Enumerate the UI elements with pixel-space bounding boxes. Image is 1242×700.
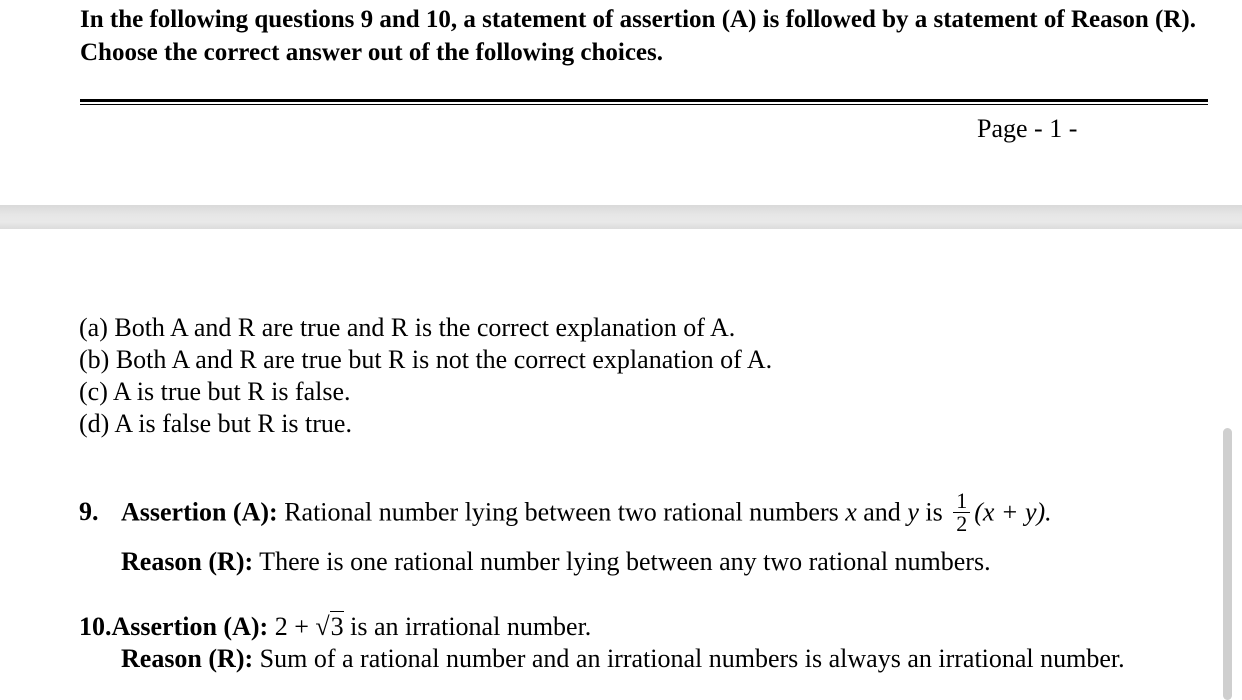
double-rule-thin [80, 104, 1208, 105]
fraction-denominator: 2 [956, 511, 968, 536]
conjunction: and [856, 497, 908, 527]
reason-label: Reason (R): [121, 644, 254, 673]
page-one [0, 0, 1242, 205]
variable-x: x [845, 497, 857, 527]
expression-x-plus-y: (x + y). [974, 497, 1052, 527]
answer-choices [79, 312, 772, 440]
fraction-numerator: 1 [953, 490, 970, 513]
choice-d: (d) A is false but R is true. [79, 409, 352, 438]
fraction-one-half [953, 490, 970, 535]
assertion-text-post: is an irrational number. [343, 612, 592, 641]
verb-is: is [918, 497, 950, 527]
reason-text: There is one rational number lying between any two rational numbers. [253, 547, 991, 576]
choice-b: (b) Both A and R are true but R is not the correct explanation of A. [79, 345, 773, 374]
page-number: Page - 1 - [977, 114, 1078, 143]
instructions-heading: In the following questions 9 and 10, a statement of assertion (A) is followed by a statement of Reason (R). Choose the correct answer out of the following choices. [80, 6, 1196, 66]
choice-c: (c) A is true but R is false. [79, 377, 351, 406]
question-number: 9. [79, 497, 99, 527]
sqrt-sign: √ [315, 612, 330, 641]
choice-a: (a) Both A and R are true and R is the correct explanation of A. [79, 313, 736, 342]
page-separator [0, 205, 1242, 229]
question-10-assertion [79, 611, 591, 643]
assertion-label: Assertion (A): [111, 612, 269, 641]
assertion-text: Rational number lying between two rational numbers [277, 497, 846, 527]
question-number: 10. [79, 612, 112, 641]
question-9-reason [121, 546, 991, 578]
reason-text: Sum of a rational number and an irrational numbers is always an irrational number. [253, 644, 1125, 673]
vertical-scrollbar-thumb[interactable] [1223, 428, 1232, 700]
double-rule-thick [80, 99, 1208, 102]
variable-y: y [907, 497, 919, 527]
assertion-label: Assertion (A): [121, 497, 278, 527]
assertion-text-pre: 2 + [268, 612, 316, 641]
reason-label: Reason (R): [121, 547, 254, 576]
question-10-reason [121, 643, 1125, 675]
square-root [315, 611, 343, 643]
sqrt-radicand: 3 [330, 612, 344, 641]
question-9-assertion [79, 488, 1052, 537]
